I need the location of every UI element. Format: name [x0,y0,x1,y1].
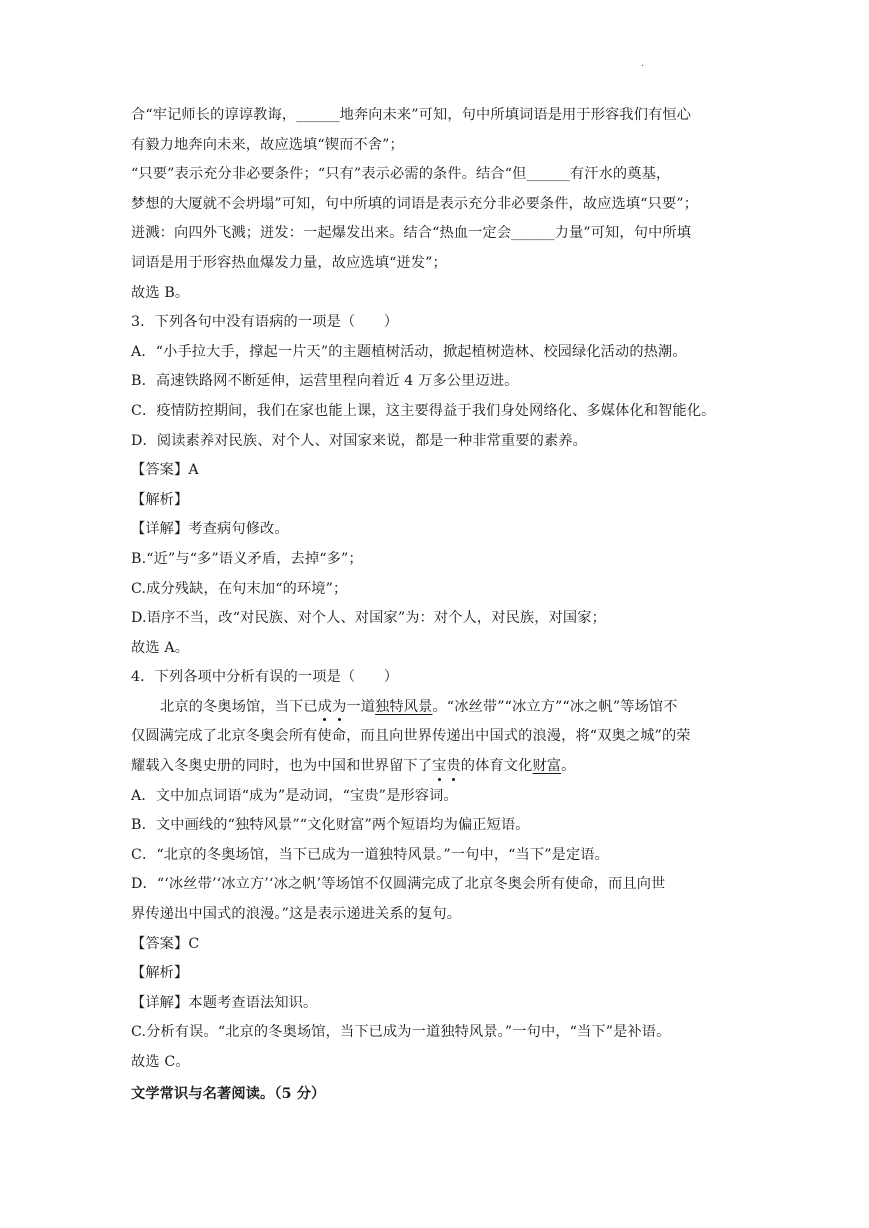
text-line: “只要”表示充分非必要条件；“只有”表示必需的条件。结合“但______有汗水的奠基， [131,166,671,183]
passage-line: 仅圆满完成了北京冬奥会所有使命，而且向世界传递出中国式的浪漫，将“双奥之城”的荣 [131,728,691,745]
question-3-option-d: D．阅读素养对民族、对个人、对国家来说，都是一种非常重要的素养。 [131,432,587,449]
document-body [131,101,751,1109]
passage-text: 一道 [346,698,376,715]
question-3-option-c: C．疫情防控期间，我们在家也能上课，这主要得益于我们身处网络化、多媒体化和智能化。 [131,402,716,419]
question-4-stem: 4．下列各项中分析有误的一项是（ ） [131,669,399,686]
text-line: 迸溅：向四外飞溅；迸发：一起爆发出来。结合“热血一定会______力量”可知，句中所填 [131,225,692,242]
section-title: 文学常识与名著阅读。（5 分） [131,1085,326,1102]
question-4-option-b: B．文中画线的“独特风景”“文化财富”两个短语均为偏正短语。 [131,817,530,834]
question-4-option-c: C．“北京的冬奥场馆，当下已成为一道独特风景。”一句中，“当下”是定语。 [131,846,609,863]
passage-text: 。“冰丝带”“冰立方”“冰之帆”等场馆不 [432,698,678,715]
text-line: 故选 C。 [131,1054,190,1070]
page-mark: . [641,58,645,69]
text-line: C.成分残缺，在句末加“的环境”； [131,580,348,597]
passage-text: 。 [561,758,576,775]
passage-text: 的体育文化 [460,758,533,775]
text-line: 合“牢记师长的谆谆教诲，______地奔向未来”可知，句中所填词语是用于形容我们有恒心 [131,107,692,123]
answer-label: 【答案】C [131,935,200,952]
question-4-option-a: A．文中加点词语“成为”是动词，“宝贵”是形容词。 [131,787,458,804]
text-line: 故选 B。 [131,284,190,301]
passage-line [131,752,751,782]
underlined-phrase: 独特风景 [375,698,433,715]
detail-label: 【详解】本题考查语法知识。 [131,994,318,1011]
analysis-label: 【解析】 [131,491,189,508]
passage-text: 北京的冬奥场馆，当下已 [160,698,318,715]
text-line: 词语是用于形容热血爆发力量，故应选填“迸发”； [131,254,447,271]
answer-label: 【答案】A [131,462,199,479]
emphasis-char: 贵 [446,752,460,782]
text-line: 故选 A。 [131,639,190,656]
passage-text: 耀载入冬奥史册的同时，也为中国和世界留下了 [131,758,433,775]
underlined-phrase: 财富 [532,758,562,775]
emphasis-char: 宝 [432,752,446,782]
question-4-option-d-cont: 界传递出中国式的浪漫。”这是表示递进关系的复句。 [131,906,462,923]
question-3-stem: 3．下列各句中没有语病的一项是（ ） [131,314,399,331]
text-line: C.分析有误。“北京的冬奥场馆，当下已成为一道独特风景。”一句中，“当下”是补语。 [131,1024,671,1041]
text-line: B.“近”与“多”语义矛盾，去掉“多”； [131,550,363,567]
question-3-option-a: A．“小手拉大手，撑起一片天”的主题植树活动，掀起植树造林、校园绿化活动的热潮。 [131,343,687,360]
text-line: 有毅力地奔向未来，故应选填“锲而不舍”； [131,136,404,153]
text-line: D.语序不当，改“对民族、对个人、对国家”为：对个人，对民族，对国家； [131,610,606,627]
question-4-option-d: D．“‘冰丝带’‘冰立方’‘冰之帆’等场馆不仅圆满完成了北京冬奥会所有使命，而且向世 [131,876,666,893]
analysis-label: 【解析】 [131,965,189,982]
text-line: 梦想的大厦就不会坍塌”可知，句中所填的词语是表示充分非必要条件，故应选填“只要”； [131,195,699,212]
emphasis-char: 成 [318,693,332,723]
passage-line [131,693,751,723]
question-3-option-b: B．高速铁路网不断延伸，运营里程向着近 4 万多公里迈进。 [131,373,519,390]
emphasis-char: 为 [332,693,346,723]
detail-label: 【详解】考查病句修改。 [131,521,289,538]
